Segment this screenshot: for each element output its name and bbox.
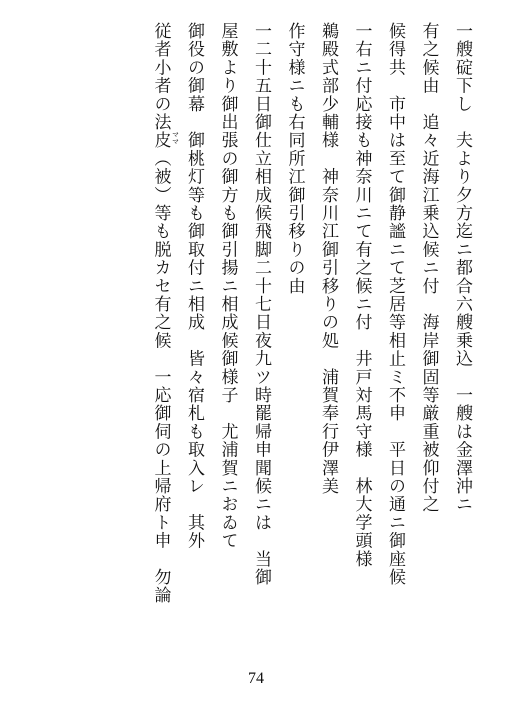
text-line-4: 一右ニ付応接も神奈川ニて有之候ニ付 井戸対馬守様 林大学頭様	[351, 22, 372, 568]
text-line-10-before-note: 従者小者の法	[150, 22, 171, 132]
sic-note: ママ	[171, 131, 180, 146]
text-line-9: 御役の御幕 御桃灯等も御取付ニ相成 皆々宿札も取入レ 其外	[184, 22, 204, 550]
sic-annotated-character: 皮 ママ	[150, 131, 180, 150]
text-line-6: 作守様ニも右同所江御引移りの由	[284, 22, 305, 295]
text-line-1: 一艘碇下し 夫より夕方迄ニ都合六艘乗込 一艘は金澤沖ニ	[452, 22, 472, 514]
text-line-3: 候得共 市中は至て御静謐ニて芝居等相止ミ不申 平日の通ニ御座候	[385, 22, 405, 587]
page-number: 74	[248, 670, 264, 687]
vertical-text-body	[151, 22, 473, 622]
text-line-10-after-note: （被）等も脱カセ有之候 一応御伺の上帰府ト申 勿論	[150, 149, 171, 605]
text-line-10	[150, 22, 180, 622]
text-line-8: 屋敷より御出張の御方も御引揚ニ相成候御様子 尤浦賀ニおゐて	[217, 22, 238, 550]
text-line-2: 有之候由 追々近海江乗込候ニ付 海岸御固等厳重被仰付之	[418, 22, 439, 514]
text-line-5: 鵜殿式部少輔様 神奈川江御引移りの処 浦賀奉行伊澤美	[318, 22, 338, 496]
text-line-7: 一二十五日御仕立相成候飛脚二十七日夜九ツ時罷帰申聞候ニは 当御	[251, 22, 271, 587]
